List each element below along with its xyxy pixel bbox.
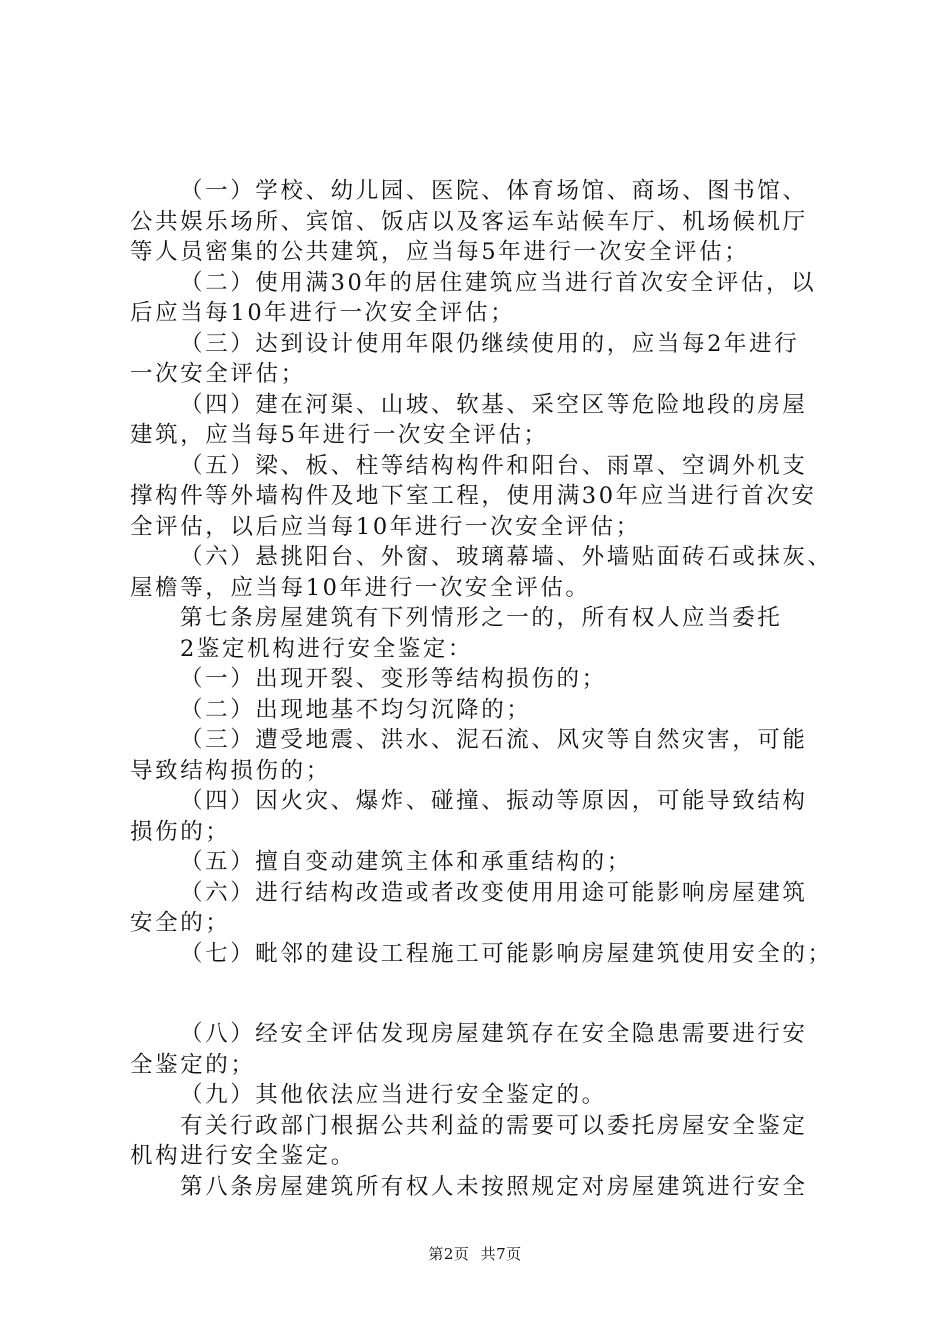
- document-body: [130, 176, 835, 1202]
- paragraph-line: 损伤的；: [130, 818, 231, 845]
- paragraph-line: （二）出现地基不均匀沉降的；: [180, 696, 532, 723]
- paragraph-gap: [130, 969, 835, 1019]
- page-number: 第2页: [428, 1245, 470, 1263]
- paragraph-line: 后应当每10年进行一次安全评估；: [130, 300, 516, 326]
- page-footer: [0, 1243, 950, 1264]
- paragraph-line: 等人员密集的公共建筑，应当每5年进行一次安全评估；: [130, 239, 750, 265]
- paragraph-line: 2鉴定机构进行安全鉴定：: [180, 635, 474, 662]
- paragraph-line: 安全的；: [130, 910, 231, 936]
- paragraph-line: 导致结构损伤的；: [130, 757, 331, 784]
- paragraph-line: （八）经安全评估发现房屋建筑存在安全隐患需要进行安: [180, 1021, 808, 1047]
- paragraph-line: （二）使用满30年的居住建筑应当进行首次安全评估，以: [180, 269, 817, 296]
- paragraph-line: 一次安全评估；: [130, 361, 306, 387]
- paragraph-line: 机构进行安全鉴定。: [130, 1143, 356, 1169]
- paragraph-line: 屋檐等，应当每10年进行一次安全评估。: [130, 574, 591, 601]
- paragraph-line: 公共娱乐场所、宾馆、饭店以及客运车站候车厅、机场候机厅: [130, 208, 808, 235]
- paragraph-line: （六）悬挑阳台、外窗、玻璃幕墙、外墙贴面砖石或抹灰、: [180, 544, 833, 570]
- paragraph-line: （九）其他依法应当进行安全鉴定的。: [180, 1082, 607, 1108]
- paragraph-line: 有关行政部门根据公共利益的需要可以委托房屋安全鉴定: [180, 1112, 808, 1139]
- paragraph-line: （一）学校、幼儿园、医院、体育场馆、商场、图书馆、: [180, 178, 808, 204]
- paragraph-line: （一）出现开裂、变形等结构损伤的；: [180, 666, 607, 692]
- paragraph-line: 建筑，应当每5年进行一次安全评估；: [130, 422, 549, 448]
- article-heading-line: 第七条房屋建筑有下列情形之一的，所有权人应当委托: [180, 605, 783, 631]
- paragraph-line: （三）遭受地震、洪水、泥石流、风灾等自然灾害，可能: [180, 727, 808, 753]
- paragraph-line: （五）擅自变动建筑主体和承重结构的；: [180, 849, 632, 875]
- paragraph-line: 全评估，以后应当每10年进行一次安全评估；: [130, 513, 641, 540]
- paragraph-line: （三）达到设计使用年限仍继续使用的，应当每2年进行: [180, 330, 800, 357]
- paragraph-line: （六）进行结构改造或者改变使用用途可能影响房屋建筑: [180, 879, 808, 906]
- paragraph-line: （五）梁、板、柱等结构构件和阳台、雨罩、空调外机支: [180, 452, 808, 479]
- page-total: 共7页: [480, 1245, 522, 1263]
- paragraph-line: （四）建在河渠、山坡、软基、采空区等危险地段的房屋: [180, 391, 808, 418]
- paragraph-line: 全鉴定的；: [130, 1051, 256, 1078]
- paragraph-line: （四）因火灾、爆炸、碰撞、振动等原因，可能导致结构: [180, 788, 808, 814]
- paragraph-line: 撑构件等外墙构件及地下室工程，使用满30年应当进行首次安: [130, 483, 817, 509]
- paragraph-line: （七）毗邻的建设工程施工可能影响房屋建筑使用安全的；: [180, 940, 833, 967]
- article-heading-line: 第八条房屋建筑所有权人未按照规定对房屋建筑进行安全: [180, 1173, 808, 1200]
